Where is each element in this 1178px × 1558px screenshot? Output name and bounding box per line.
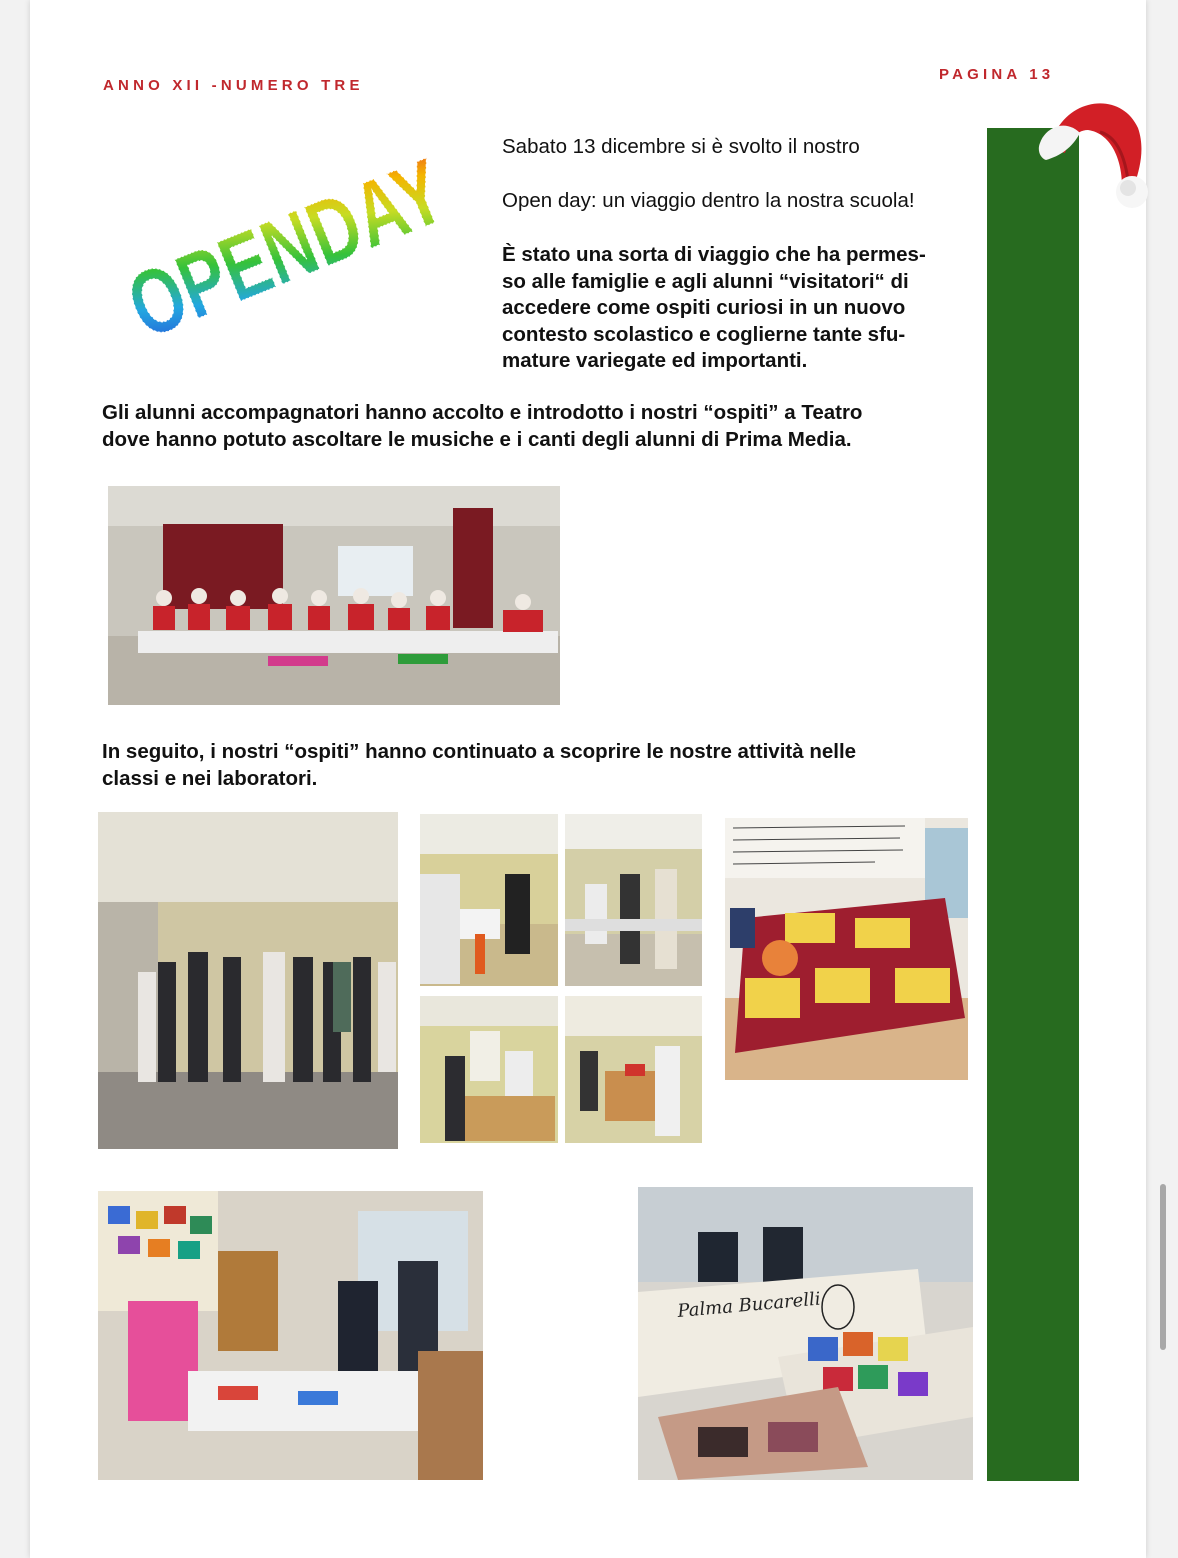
intro-bold-line: contesto scolastico e coglierne tante sfu- — [502, 322, 906, 346]
intro-bold-line: È stato una sorta di viaggio che ha permes- — [502, 243, 926, 266]
theatre-photo — [108, 486, 560, 705]
page-number: PAGINA 13 — [939, 66, 1055, 83]
labs-line: In seguito, i nostri “ospiti” hanno continuato a scoprire le nostre attività nelle — [102, 740, 857, 763]
intro-headline-text: Open day: un viaggio dentro la nostra scuola! — [502, 189, 915, 212]
scrollbar[interactable] — [1160, 1184, 1166, 1350]
lab-photo-2 — [565, 814, 702, 986]
lab-photo-3 — [420, 996, 558, 1143]
intro-date-text: Sabato 13 dicembre si è svolto il nostro — [502, 135, 860, 158]
intro-bold-paragraph — [502, 242, 982, 375]
theatre-line: Gli alunni accompagnatori hanno accolto e introdotto i nostri “ospiti” a Teatro — [102, 401, 863, 424]
intro-bold-line: so alle famiglie e agli alunni “visitatori“ di — [502, 269, 909, 293]
theatre-line: dove hanno potuto ascoltare le musiche e i canti degli alunni di Prima Media. — [102, 427, 852, 451]
lab-photo-4 — [565, 996, 702, 1143]
labs-paragraph — [102, 739, 982, 792]
green-side-bar — [987, 128, 1079, 1481]
newsletter-page — [30, 0, 1146, 1558]
theatre-paragraph — [102, 400, 982, 453]
painting-lab-photo — [98, 1191, 483, 1480]
lab-photo-1 — [420, 814, 558, 986]
labs-line: classi e nei laboratori. — [102, 766, 318, 790]
openday-logo-text: OPENDAY — [114, 96, 567, 359]
classroom-crowd-photo — [98, 812, 398, 1149]
openday-logo — [112, 96, 567, 359]
exhibit-board-photo — [638, 1187, 973, 1480]
intro-bold-line: mature variegate ed importanti. — [502, 349, 808, 372]
art-table-photo — [725, 818, 968, 1080]
exhibit-board-title: Palma Bucarelli — [676, 1288, 822, 1322]
santa-hat-icon — [1010, 88, 1150, 218]
intro-bold-line: accedere come ospiti curiosi in un nuovo — [502, 296, 906, 319]
issue-label: ANNO XII -NUMERO TRE — [103, 77, 364, 94]
